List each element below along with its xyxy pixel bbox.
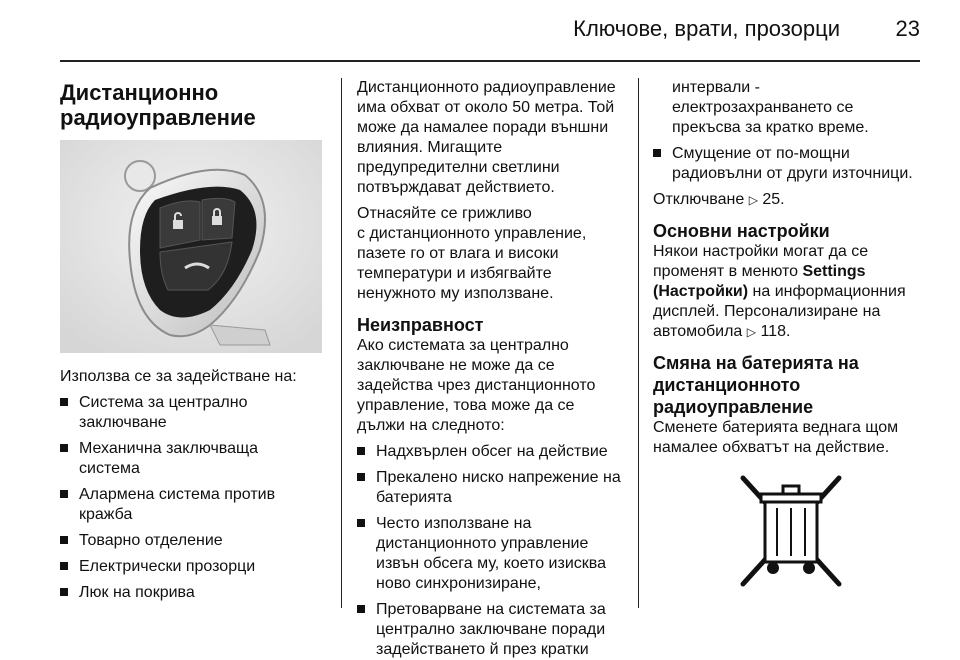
bullet-icon [60,588,68,596]
page-reference-link[interactable]: 25. [762,191,785,208]
page-reference-icon[interactable]: ▷ [748,193,758,207]
bullet-icon [357,605,365,613]
fault-paragraph: Ако системата за централно заключване не може да се задейства чрез дистанционното управление, това може да се дължи на следното: [357,337,596,434]
bullet-icon [60,490,68,498]
list-item: Люк на покрива [60,583,322,603]
bullet-icon [357,473,365,481]
fault-list-continued [653,144,928,184]
list-item: Претоварване на системата за централно заключване поради задействането й през кратки [357,600,627,660]
bullet-icon [357,447,365,455]
fault-heading: Неизправност [357,315,484,335]
basic-settings-heading: Основни настройки [653,221,830,241]
care-paragraph: Отнасяйте се грижливо с дистанционното управление, пазете го от влага и високи температури и избягвайте ненужното му използване. [357,205,587,302]
bullet-icon [60,536,68,544]
list-item: Алармена система против кражба [60,485,322,525]
recycle-bin-icon [735,472,847,590]
range-paragraph: Дистанционното радиоуправление има обхват от около 50 метра. Той може да намалее поради външни влияния. Мигащите предупредителни светлини потвърждават действието. [357,79,616,196]
header-divider [60,60,920,62]
page-reference-icon[interactable]: ▷ [746,325,757,339]
bullet-icon [60,562,68,570]
column-1 [60,80,322,603]
list-item: Смущение от по-мощни радиовълни от други източници. [653,144,928,184]
column-divider [341,78,342,608]
list-item: Товарно отделение [60,531,322,551]
list-continuation: интервали - електрозахранването се прекъсва за кратко време. [672,79,869,136]
battery-paragraph: Сменете батерията веднага щом намалее обхватът на действие. [653,419,899,456]
cross-reference: Отключване ▷ 25. [653,191,785,208]
fault-list [357,442,627,660]
list-item: Често използване на дистанционното управление извън обсега му, което изисква ново синхронизиране, [357,514,627,594]
page-number: 23 [895,16,920,41]
settings-menu-name: Settings [802,263,866,280]
column-2 [357,78,627,660]
intro-text: Използва се за задействане на: [60,368,297,385]
bullet-icon [357,519,365,527]
list-item: Механична заключваща система [60,439,322,479]
section-title-remote: Дистанционно радиоуправление [60,80,256,130]
column-3 [653,78,928,590]
list-item: Прекалено ниско напрежение на батерията [357,468,627,508]
battery-heading: Смяна на батерията на дистанционното радиоуправление [653,353,859,417]
chapter-title: Ключове, врати, прозорци [573,16,840,41]
bullet-icon [60,444,68,452]
key-remote-photo [60,140,322,353]
feature-list [60,393,322,603]
list-item: Електрически прозорци [60,557,322,577]
list-item: Надхвърлен обсег на действие [357,442,627,462]
column-divider [638,78,639,608]
settings-menu-name-bg: (Настройки) [653,283,749,300]
page-reference-link[interactable]: 118. [760,323,791,340]
list-item: Система за централно заключване [60,393,322,433]
basic-settings-paragraph: Някои настройки могат да се променят в менюто Settings (Настройки) на информационния дисплей. Персонализиране на автомобила ▷ 118. [653,243,906,340]
bullet-icon [60,398,68,406]
bullet-icon [653,149,661,157]
